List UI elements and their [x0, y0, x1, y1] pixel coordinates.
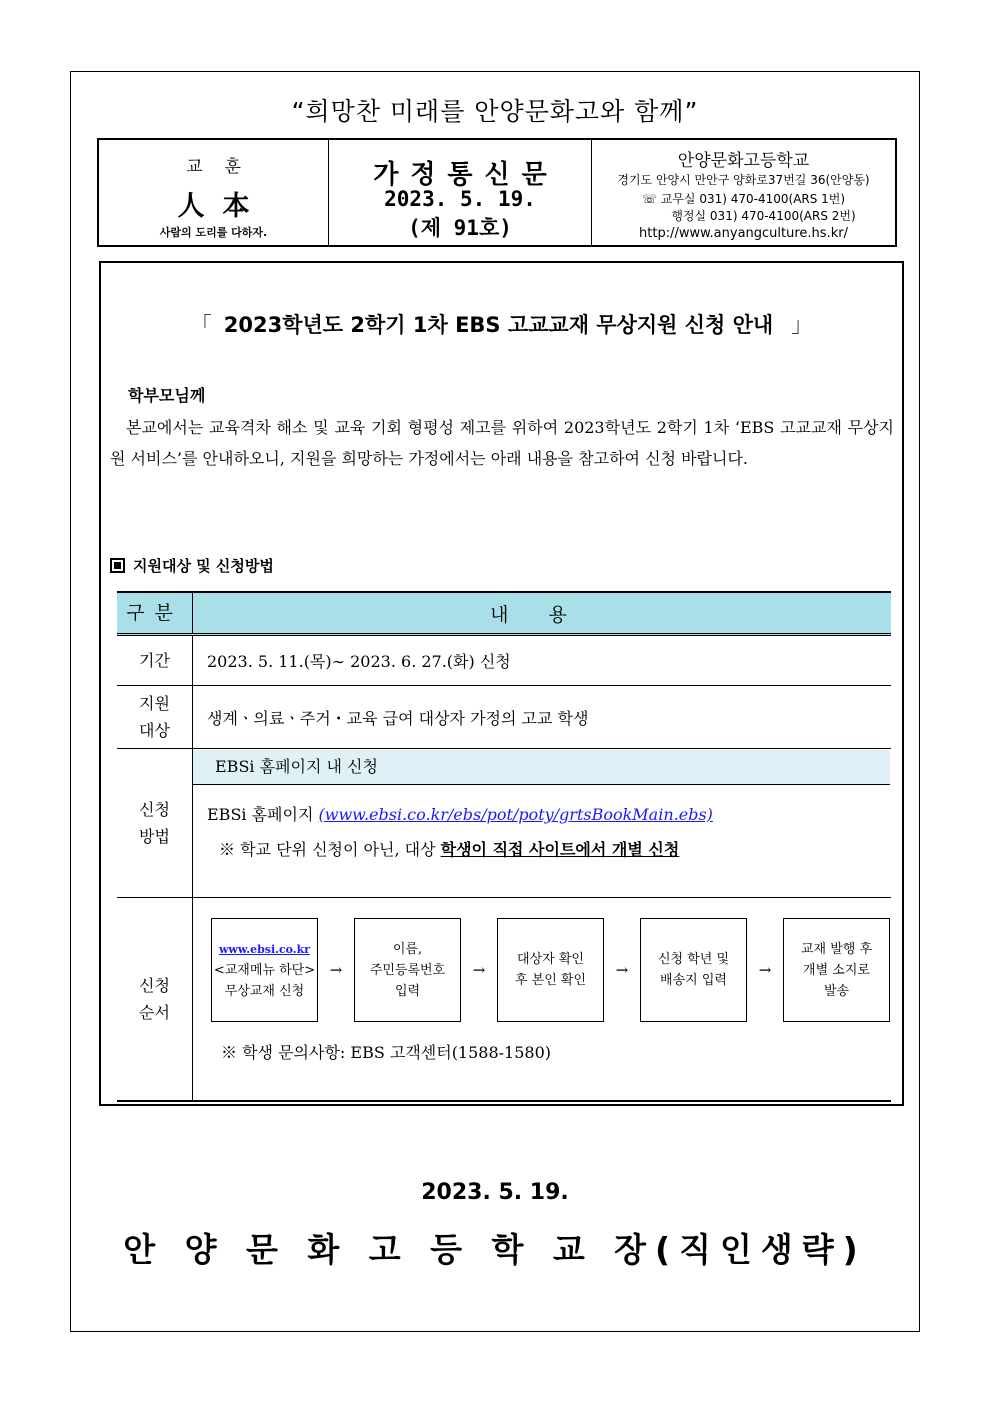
- table-row-target: [117, 686, 891, 749]
- arrow-icon: →: [758, 961, 772, 979]
- school-website[interactable]: http://www.anyangculture.hs.kr/: [639, 226, 848, 241]
- step-5-line2: 개별 소지로: [803, 962, 870, 978]
- title-bracket-left: 「: [190, 313, 212, 337]
- school-address: 경기도 안양시 만안구 양화로37번길 36(안양동): [617, 173, 870, 187]
- table-row-order: [117, 898, 891, 1102]
- step-4-line2: 배송지 입력: [660, 973, 727, 988]
- step-1-link[interactable]: www.ebsi.co.kr: [218, 942, 311, 956]
- method-line: [207, 802, 890, 825]
- step-4-line1: 신청 학년 및: [657, 952, 730, 967]
- step-5-line1: 교재 발행 후: [800, 941, 873, 957]
- table-row-period: [117, 635, 891, 686]
- greeting: 학부모님께: [128, 386, 206, 405]
- step-3-line1: 대상자 확인: [517, 952, 584, 967]
- table-header-row: [117, 592, 891, 635]
- motto-sub: 사람의 도리를 다하자.: [159, 226, 268, 239]
- tel-admin: 행정실 031) 470-4100(ARS 2번): [671, 209, 856, 223]
- info-table: [117, 591, 891, 1102]
- order-key-line1: 신청: [139, 976, 170, 995]
- school-info-cell: [592, 140, 895, 245]
- method-value: [193, 749, 892, 898]
- step-2-line2: 주민등록번호: [369, 962, 446, 978]
- method-subheading: EBSi 홈페이지 내 신청: [193, 750, 890, 785]
- step-2-box: [354, 918, 461, 1022]
- target-key: [117, 686, 193, 749]
- step-3-line2: 후 본인 확인: [514, 973, 587, 988]
- motto-cell: [99, 140, 329, 245]
- newsletter-date: 2023. 5. 19.: [384, 187, 536, 211]
- method-key-line2: 방법: [139, 827, 170, 846]
- step-1-line2: <교재메뉴 하단>: [213, 962, 316, 978]
- page: [70, 71, 920, 1332]
- step-5-line3: 발송: [823, 983, 850, 999]
- ebsi-link[interactable]: (www.ebsi.co.kr/ebs/pot/poty/grtsBookMain.ebs): [318, 805, 713, 824]
- step-2-line3: 입력: [394, 983, 421, 999]
- document-title: [101, 309, 902, 339]
- target-value: 생계ㆍ의료ㆍ주거・교육 급여 대상자 가정의 고교 학생: [193, 686, 892, 749]
- step-4-box: [640, 918, 747, 1022]
- period-key: 기간: [117, 635, 193, 686]
- order-note: ※ 학생 문의사항: EBS 고객센터(1588-1580): [221, 1043, 552, 1062]
- slogan: “희망찬 미래를 안양문화고와 함께”: [291, 97, 699, 126]
- motto-label: 교훈: [186, 157, 263, 177]
- newsletter-title: 가정통신문: [373, 160, 559, 190]
- newsletter-cell: [329, 140, 592, 245]
- section-heading: [110, 555, 274, 576]
- arrow-icon: →: [615, 961, 629, 979]
- header-key: 구분: [117, 592, 193, 635]
- method-key: [117, 749, 193, 898]
- method-line-prefix: EBSi 홈페이지: [207, 805, 314, 824]
- footer-date: 2023. 5. 19.: [421, 1180, 569, 1205]
- newsletter-number: (제 91호): [408, 216, 512, 240]
- order-key: [117, 898, 193, 1102]
- body-paragraph: 본교에서는 교육격차 해소 및 교육 기회 형평성 제고를 위하여 2023학년도 2학기 1차 ‘EBS 고교교재 무상지원 서비스’를 안내하오니, 지원을 희망하는 가정에서는 아래 내용을 참고하여 신청 바랍니다.: [110, 418, 894, 468]
- step-5-box: [783, 918, 890, 1022]
- method-note: [207, 837, 890, 860]
- arrow-icon: →: [472, 961, 486, 979]
- step-1-line3: 무상교재 신청: [224, 983, 305, 999]
- target-key-line1: 지원: [139, 694, 170, 713]
- title-text: 2023학년도 2학기 1차 EBS 고교교재 무상지원 신청 안내: [223, 313, 774, 337]
- step-3-box: [497, 918, 604, 1022]
- motto: 人本: [177, 191, 268, 222]
- school-name: 안양문화고등학교: [677, 151, 810, 171]
- header-value: 내용: [193, 592, 892, 635]
- letter-header: [97, 138, 897, 247]
- square-bullet-icon: [110, 558, 125, 573]
- arrow-icon: →: [329, 961, 343, 979]
- order-value: [193, 898, 892, 1102]
- method-key-line1: 신청: [139, 800, 170, 819]
- step-1-box: [211, 918, 318, 1022]
- principal-signature: 안 양 문 화 고 등 학 교 장(직인생략): [123, 1230, 867, 1269]
- table-row-method: [117, 749, 891, 898]
- period-value: 2023. 5. 11.(목)∼ 2023. 6. 27.(화) 신청: [193, 635, 892, 686]
- process-flow: [211, 918, 890, 1022]
- section-title: 지원대상 및 신청방법: [133, 557, 274, 575]
- target-key-line2: 대상: [139, 721, 170, 740]
- order-key-line2: 순서: [139, 1003, 170, 1022]
- step-2-line1: 이름,: [392, 941, 423, 957]
- content-box: [99, 261, 904, 1106]
- tel-office: ☏ 교무실 031) 470-4100(ARS 1번): [641, 192, 846, 206]
- title-bracket-right: 」: [791, 313, 813, 337]
- method-note-prefix: ※ 학교 단위 신청이 아닌, 대상: [219, 840, 436, 859]
- method-note-emphasis: 학생이 직접 사이트에서 개별 신청: [440, 840, 680, 859]
